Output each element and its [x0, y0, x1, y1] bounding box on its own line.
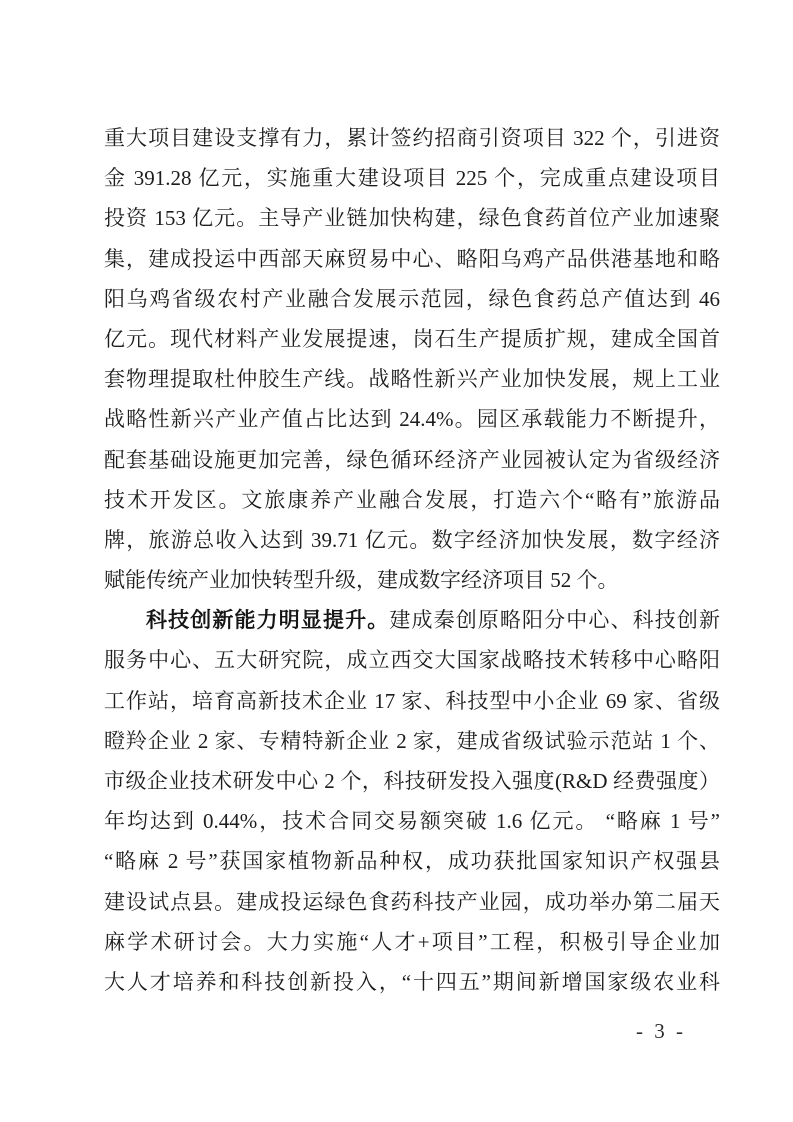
body-line: 战略性新兴产业产值占比达到 24.4%。园区承载能力不断提升，	[104, 407, 720, 432]
body-line: 大人才培养和科技创新投入，“十四五”期间新增国家级农业科	[104, 969, 720, 994]
body-line	[104, 600, 720, 640]
body-line: 套物理提取杜仲胶生产线。战略性新兴产业加快发展，规上工业	[104, 367, 720, 392]
body-line: 市级企业技术研发中心 2 个，科技研发投入强度(R&D 经费强度）	[104, 769, 720, 793]
body-text-block	[104, 118, 720, 1002]
body-line: 金 391.28 亿元，实施重大建设项目 225 个，完成重点建设项目	[104, 166, 720, 191]
body-line: 集，建成投运中西部天麻贸易中心、略阳乌鸡产品供港基地和略	[104, 246, 720, 271]
page-number: - 3 -	[636, 1019, 686, 1043]
paragraph-sci-tech-innovation	[104, 600, 720, 1002]
body-line: 瞪羚企业 2 家、专精特新企业 2 家，建成省级试验示范站 1 个、	[104, 728, 720, 753]
body-line: 服务中心、五大研究院，成立西交大国家战略技术转移中心略阳	[104, 648, 720, 673]
body-line: 亿元。现代材料产业发展提速，岗石生产提质扩规，建成全国首	[104, 326, 720, 351]
paragraph-lead-rest: 建成秦创原略阳分中心、科技创新	[389, 608, 720, 633]
body-line: 配套基础设施更加完善，绿色循环经济产业园被认定为省级经济	[104, 447, 720, 472]
paragraph-lead-bold: 科技创新能力明显提升。	[146, 609, 390, 633]
body-line: 赋能传统产业加快转型升级，建成数字经济项目 52 个。	[104, 568, 619, 593]
body-line: 牌，旅游总收入达到 39.71 亿元。数字经济加快发展，数字经济	[104, 527, 720, 552]
body-line: 阳乌鸡省级农村产业融合发展示范园，绿色食药总产值达到 46	[104, 286, 720, 311]
body-line: 投资 153 亿元。主导产业链加快构建，绿色食药首位产业加速聚	[104, 206, 720, 231]
body-line: 建设试点县。建成投运绿色食药科技产业园，成功举办第二届天	[104, 889, 720, 914]
body-line: 技术开发区。文旅康养产业融合发展，打造六个“略有”旅游品	[104, 487, 720, 512]
body-line: 工作站，培育高新技术企业 17 家、科技型中小企业 69 家、省级	[104, 688, 720, 713]
body-line: 麻学术研讨会。大力实施“人才+项目”工程，积极引导企业加	[104, 929, 720, 954]
body-line: 重大项目建设支撑有力，累计签约招商引资项目 322 个，引进资	[104, 126, 720, 150]
paragraph-major-projects	[104, 118, 720, 600]
body-line: “略麻 2 号”获国家植物新品种权，成功获批国家知识产权强县	[104, 849, 720, 874]
body-line: 年均达到 0.44%，技术合同交易额突破 1.6 亿元。 “略麻 1 号”	[104, 809, 720, 834]
